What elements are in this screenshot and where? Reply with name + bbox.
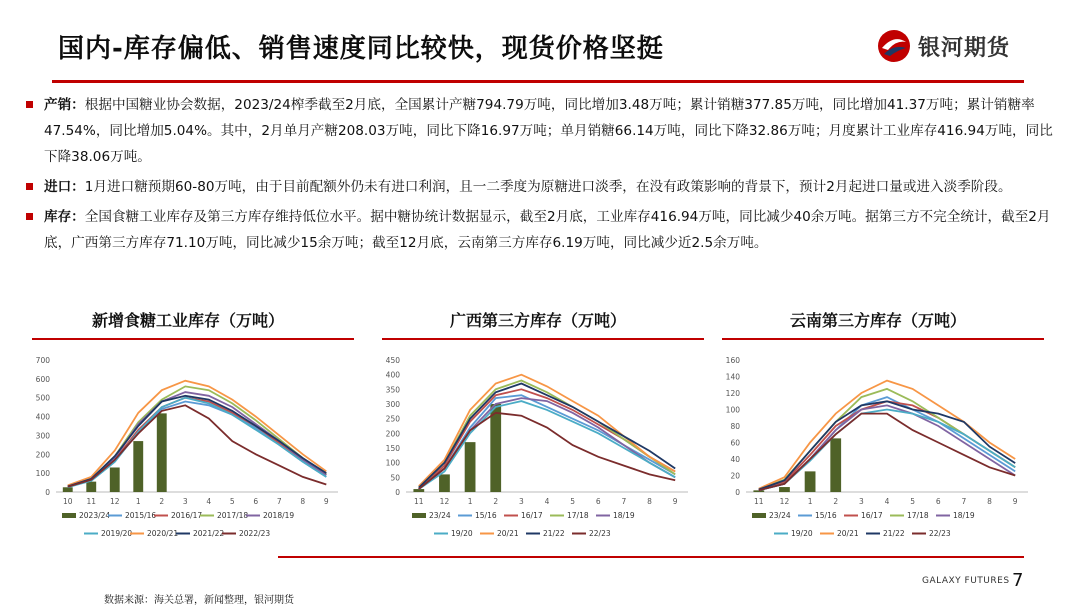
bar [830, 438, 841, 492]
bar [110, 467, 120, 492]
legend-label: 17/18 [567, 511, 589, 520]
x-tick-label: 3 [518, 497, 524, 506]
chart-yunnan-inventory [718, 308, 1038, 548]
legend-swatch [412, 513, 426, 518]
x-tick-label: 8 [300, 497, 306, 506]
x-tick-label: 1 [467, 497, 473, 506]
x-tick-label: 6 [595, 497, 601, 506]
series-line [759, 397, 1015, 490]
legend-label: 19/20 [791, 529, 813, 538]
x-tick-label: 4 [544, 497, 550, 506]
brand-name: 银河期货 [918, 36, 1011, 61]
y-tick-label: 350 [385, 385, 400, 395]
x-tick-label: 8 [647, 497, 652, 506]
x-tick-label: 12 [109, 497, 120, 506]
x-tick-label: 4 [206, 497, 212, 506]
bar [133, 441, 143, 492]
chart-title-rule [722, 338, 1044, 340]
legend-label: 17/18 [907, 511, 929, 520]
x-tick-label: 7 [961, 497, 967, 506]
chart-guangxi-inventory [378, 308, 698, 548]
bar [465, 442, 476, 492]
chart-title: 云南第三方库存（万吨） [789, 311, 966, 330]
bullet-production-sales [24, 92, 1064, 170]
x-tick-label: 2 [833, 497, 839, 506]
bullet-text: 1月进口糖预期60-80万吨，由于目前配额外仍未有进口利润，且一二季度为原糖进口淡季，在没有政策影响的背景下，预计2月起进口量或进入淡季阶段。 [84, 179, 1012, 195]
bar [779, 487, 790, 492]
x-tick-label: 8 [987, 497, 992, 506]
series-line [759, 389, 1015, 490]
x-tick-label: 9 [672, 497, 678, 506]
y-tick-label: 0 [735, 488, 740, 497]
bullet-inventory [24, 204, 1064, 256]
legend-label: 2016/17 [171, 511, 203, 520]
y-tick-label: 120 [725, 389, 740, 398]
legend-label: 21/22 [883, 529, 905, 538]
legend-label: 2018/19 [263, 511, 295, 520]
legend-label: 2020/21 [147, 529, 179, 538]
legend-label: 23/24 [769, 511, 791, 520]
x-tick-label: 1 [807, 497, 813, 506]
x-tick-label: 11 [86, 497, 97, 506]
bullet-marker [26, 101, 33, 108]
y-tick-label: 40 [730, 455, 740, 464]
legend-label: 2015/16 [125, 511, 157, 520]
galaxy-logo-icon [876, 28, 912, 64]
x-tick-label: 7 [621, 497, 627, 506]
chart-svg [28, 348, 348, 548]
legend-label: 18/19 [953, 511, 975, 520]
series-line [68, 392, 327, 486]
x-tick-label: 3 [858, 497, 864, 506]
y-tick-label: 400 [385, 370, 400, 380]
bullet-marker [26, 183, 33, 190]
legend-label: 20/21 [837, 529, 859, 538]
y-tick-label: 50 [390, 473, 400, 483]
legend-label: 19/20 [451, 529, 473, 538]
series-line [759, 405, 1015, 490]
footer-brand: GALAXY FUTURES [922, 576, 1010, 586]
y-tick-label: 300 [385, 400, 400, 409]
bar [490, 404, 501, 492]
legend-label: 2021/22 [193, 529, 225, 538]
chart-title: 新增食糖工业库存（万吨） [91, 311, 284, 330]
y-tick-label: 400 [35, 412, 50, 422]
legend-label: 23/24 [429, 511, 451, 520]
x-tick-label: 3 [182, 497, 188, 506]
chart-svg [378, 348, 698, 548]
legend-label: 2019/20 [101, 529, 133, 538]
chart-title-rule [32, 338, 354, 340]
x-tick-label: 10 [62, 497, 73, 506]
legend-label: 18/19 [613, 511, 635, 520]
bar [63, 487, 73, 492]
x-tick-label: 2 [493, 497, 499, 506]
bullet-key: 库存： [44, 209, 85, 225]
bullet-text: 全国食糖工业库存及第三方库存维持低位水平。据中糖协统计数据显示，截至2月底，工业库存416.94万吨，同比减少40余万吨。据第三方不完全统计，截至2月底，广西第三方库存71.10万吨，同比减少15余万吨；截至12月底，云南第三方库存6.19万吨，同比减少近2.5余万吨。 [44, 209, 1051, 251]
chart-title-rule [382, 338, 704, 340]
chart-svg [718, 348, 1038, 548]
y-tick-label: 100 [725, 405, 740, 415]
x-tick-label: 12 [439, 497, 450, 506]
legend-label: 22/23 [589, 529, 611, 538]
legend-label: 2022/23 [239, 529, 271, 538]
y-tick-label: 300 [35, 431, 50, 441]
x-tick-label: 5 [229, 497, 235, 506]
bullet-text: 根据中国糖业协会数据，2023/24榨季截至2月底，全国累计产糖794.79万吨，同比增加3.48万吨；累计销糖377.85万吨，同比增加41.37万吨；累计销糖率47.54%，同比增加5.04%。其中，2月单月产糖208.03万吨，同比下降16.97万吨；单月销糖66.14万吨，同比下降32.86万吨；月度累计工业库存416.94万吨，同比下降38.06万吨。 [44, 97, 1053, 165]
x-tick-label: 6 [253, 497, 259, 506]
legend-swatch [62, 513, 76, 518]
legend-label: 2017/18 [217, 511, 249, 520]
legend-label: 21/22 [543, 529, 565, 538]
legend-label: 20/21 [497, 529, 519, 538]
bar [157, 413, 167, 492]
page-title: 国内-库存偏低、销售速度同比较快，现货价格坚挺 [58, 34, 664, 64]
y-tick-label: 200 [35, 450, 50, 460]
legend-label: 15/16 [475, 511, 497, 520]
x-tick-label: 12 [779, 497, 790, 506]
x-tick-label: 1 [135, 497, 141, 506]
legend-label: 2023/24 [79, 511, 111, 520]
x-tick-label: 6 [935, 497, 941, 506]
x-tick-label: 5 [910, 497, 916, 506]
bullet-key: 进口： [44, 179, 85, 195]
legend-label: 16/17 [521, 511, 543, 520]
series-line [419, 413, 675, 489]
series-line [68, 402, 327, 487]
legend-label: 15/16 [815, 511, 837, 520]
x-tick-label: 11 [414, 497, 424, 506]
bullet-key: 产销： [44, 97, 85, 113]
x-tick-label: 5 [570, 497, 576, 506]
y-tick-label: 160 [725, 356, 740, 365]
y-tick-label: 500 [35, 393, 50, 403]
y-tick-label: 100 [385, 458, 400, 468]
x-tick-label: 11 [754, 497, 764, 506]
title-divider [52, 80, 1024, 83]
legend-swatch [752, 513, 766, 518]
bullet-list [24, 92, 1064, 260]
bar [413, 489, 424, 492]
y-tick-label: 140 [725, 372, 740, 382]
x-tick-label: 9 [1012, 497, 1018, 506]
y-tick-label: 100 [35, 469, 50, 479]
y-tick-label: 60 [730, 438, 740, 448]
y-tick-label: 600 [35, 374, 50, 384]
y-tick-label: 250 [385, 414, 400, 424]
x-tick-label: 2 [159, 497, 165, 506]
bar [805, 471, 816, 492]
y-tick-label: 450 [385, 356, 400, 365]
x-tick-label: 9 [323, 497, 329, 506]
legend-label: 16/17 [861, 511, 883, 520]
footer-divider [278, 556, 1024, 558]
x-tick-label: 7 [276, 497, 282, 506]
y-tick-label: 0 [395, 488, 400, 497]
y-tick-label: 20 [730, 471, 740, 481]
page-number: 7 [1012, 570, 1024, 591]
y-tick-label: 80 [730, 422, 740, 431]
y-tick-label: 150 [385, 444, 400, 453]
chart-title: 广西第三方库存（万吨） [449, 311, 626, 330]
bar [86, 482, 96, 492]
x-tick-label: 4 [884, 497, 890, 506]
bullet-marker [26, 213, 33, 220]
bar [439, 474, 450, 492]
data-source: 数据来源：海关总署，新闻整理，银河期货 [104, 595, 294, 606]
chart-industrial-inventory [28, 308, 348, 548]
series-line [759, 414, 1015, 491]
y-tick-label: 0 [45, 488, 50, 497]
y-tick-label: 200 [385, 429, 400, 439]
bar [753, 490, 764, 492]
y-tick-label: 700 [35, 356, 50, 365]
legend-label: 22/23 [929, 529, 951, 538]
bullet-import [24, 174, 1064, 200]
galaxy-logo [876, 28, 1036, 64]
